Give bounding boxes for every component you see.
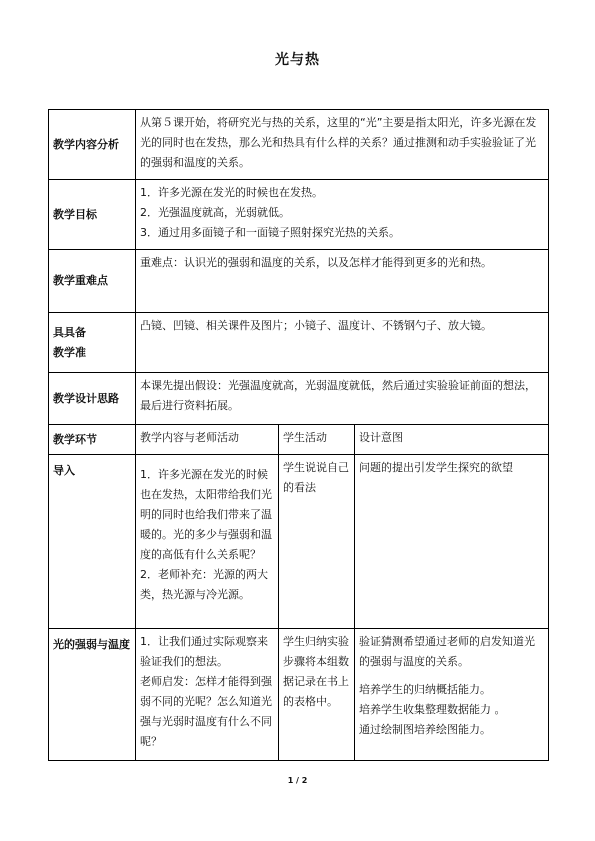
row-intro (49, 455, 549, 629)
label-objectives: 教学目标 (49, 180, 136, 250)
row-objectives (49, 180, 549, 250)
content-analysis-text: 从第５课开始，将研究光与热的关系，这里的“光”主要是指太阳光，许多光源在发光的同时也在发热，那么光和热具有什么样的关系？通过推测和动手实验验证了光的强弱和温度的关系。 (136, 110, 549, 180)
strength-intent (355, 629, 549, 761)
label-materials-line1: 具具备 (53, 325, 86, 339)
strength-teacher-para: 老师启发：怎样才能得到强弱不同的光呢？怎么知道光强与光弱时温度有什么不同呢？ (140, 675, 272, 748)
row-materials (49, 313, 549, 373)
row-key-points (49, 250, 549, 313)
row-process-header (49, 425, 549, 455)
row-design-idea (49, 373, 549, 425)
intro-teacher (136, 455, 279, 629)
objective-item: 2．光强温度就高，光弱就低。 (140, 206, 290, 219)
strength-intent-para: 通过绘制图培养绘图能力。 (359, 723, 491, 736)
objective-item: 3．通过用多面镜子和一面镜子照射探究光热的关系。 (140, 226, 400, 239)
label-process: 教学环节 (49, 425, 136, 455)
materials-text: 凸镜、凹镜、相关课件及图片；小镜子、温度计、不锈钢勺子、放大镜。 (136, 313, 549, 373)
intro-intent: 问题的提出引发学生探究的欲望 (355, 455, 549, 629)
objective-item: 1．许多光源在发光的时候也在发热。 (140, 186, 323, 199)
intro-teacher-para: 1．许多光源在发光的时候也在发热，太阳带给我们光明的同时也给我们带来了温暖的。光的多少与强弱和温度的高低有什么关系呢？ (140, 468, 272, 561)
header-teacher: 教学内容与老师活动 (136, 425, 279, 455)
key-points-text: 重难点：认识光的强弱和温度的关系，以及怎样才能得到更多的光和热。 (136, 250, 549, 313)
intro-teacher-para: 2．老师补充：光源的两大类，热光源与冷光源。 (140, 568, 268, 601)
label-content-analysis: 教学内容分析 (49, 110, 136, 180)
strength-intent-para: 培养学生收集整理数据能力 。 (359, 703, 506, 716)
header-intent: 设计意图 (355, 425, 549, 455)
page-title: 光与热 (275, 52, 320, 68)
strength-intent-para: 培养学生的归纳概括能力。 (359, 683, 491, 696)
strength-teacher (136, 629, 279, 761)
label-key-points: 教学重难点 (49, 250, 136, 313)
label-materials (49, 313, 136, 373)
label-design-idea: 教学设计思路 (49, 373, 136, 425)
row-content-analysis (49, 110, 549, 180)
label-materials-line2: 教学准 (53, 345, 86, 359)
objectives-cell (136, 180, 549, 250)
lesson-plan-table (48, 109, 549, 761)
label-strength-temp: 光的强弱与温度 (49, 629, 136, 761)
strength-student: 学生归纳实验步骤将本组数据记录在书上的表格中。 (279, 629, 355, 761)
page-number: 1 / 2 (287, 776, 308, 785)
design-idea-text: 本课先提出假设：光强温度就高，光弱温度就低，然后通过实验验证前面的想法，最后进行资料拓展。 (136, 373, 549, 425)
label-intro: 导入 (49, 455, 136, 629)
strength-teacher-para: 1．让我们通过实际观察来验证我们的想法。 (140, 635, 268, 668)
header-student: 学生活动 (279, 425, 355, 455)
row-strength-temp (49, 629, 549, 761)
intro-student: 学生说说自己的看法 (279, 455, 355, 629)
strength-intent-para: 验证猜测希望通过老师的启发知道光的强弱与温度的关系。 (359, 635, 535, 668)
